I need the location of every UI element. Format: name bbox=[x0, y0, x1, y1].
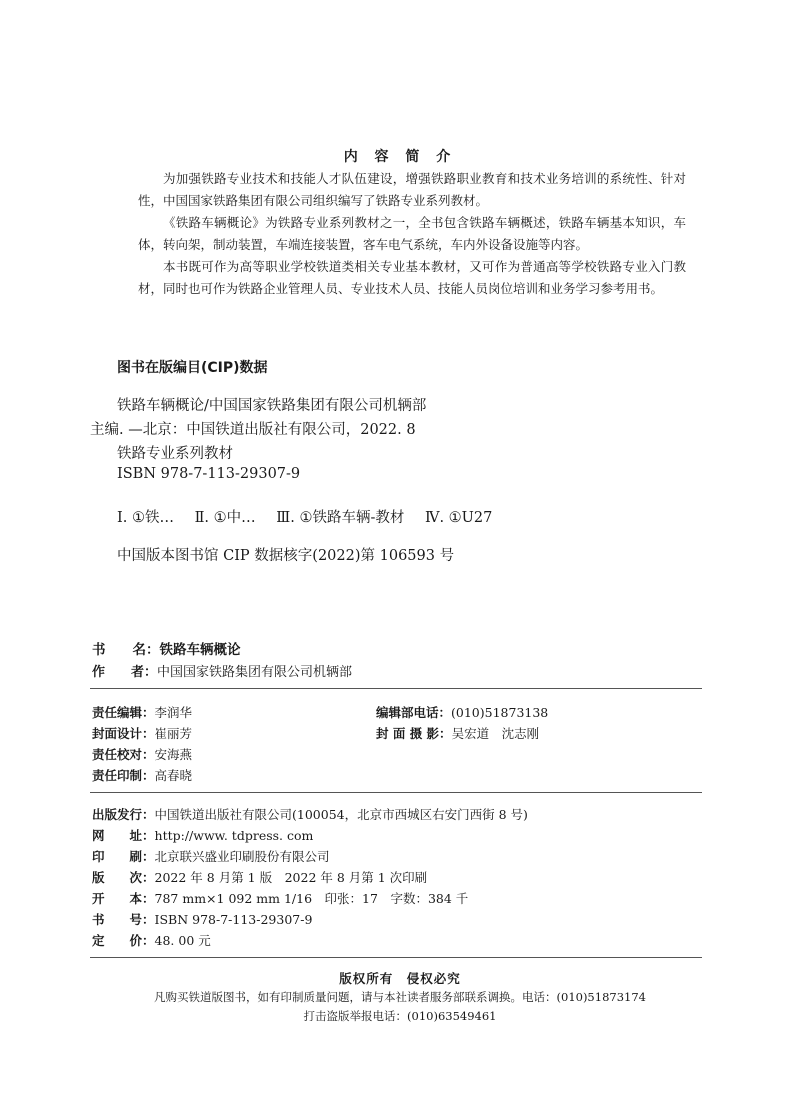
edition-label: 版 次： bbox=[92, 870, 155, 885]
phone-row bbox=[376, 703, 548, 721]
publisher-value: 中国铁道出版社有限公司(100054，北京市西城区右安门西街 8 号) bbox=[154, 807, 528, 822]
website-label: 网 址： bbox=[92, 828, 155, 843]
cip-class-item: Ⅱ. ①中… bbox=[194, 510, 256, 526]
book-title-label: 书 名： bbox=[92, 642, 160, 658]
book-author: 中国国家铁路集团有限公司机辆部 bbox=[157, 665, 353, 680]
format-value: 787 mm×1 092 mm 1/16 印张：17 字数：384 千 bbox=[154, 891, 469, 906]
printer-row bbox=[92, 847, 330, 865]
proof-label: 责任校对： bbox=[92, 747, 155, 762]
summary-title: 内 容 简 介 bbox=[343, 149, 457, 165]
print-label: 责任印制： bbox=[92, 768, 155, 783]
book-title-row bbox=[92, 638, 241, 658]
editor-label: 责任编辑： bbox=[92, 705, 155, 720]
isbn-row bbox=[92, 910, 312, 928]
price-value: 48. 00 元 bbox=[154, 933, 211, 948]
phone-value: (010)51873138 bbox=[451, 705, 549, 720]
format-row bbox=[92, 889, 468, 907]
cip-classification bbox=[117, 506, 508, 527]
cover-photo-row bbox=[376, 724, 539, 742]
divider bbox=[90, 688, 702, 689]
book-title: 铁路车辆概论 bbox=[159, 642, 241, 658]
summary-paragraph: 《铁路车辆概论》为铁路专业系列教材之一，全书包含铁路车辆概述，铁路车辆基本知识，车体，转向架，制动装置，车端连接装置，客车电气系统，车内外设备设施等内容。 bbox=[138, 215, 686, 252]
price-row bbox=[92, 931, 211, 949]
summary-paragraph: 本书既可作为高等职业学校铁道类相关专业基本教材，又可作为普通高等学校铁路专业入门教材，同时也可作为铁路企业管理人员、专业技术人员、技能人员岗位培训和业务学习参考用书。 bbox=[138, 259, 686, 296]
editor-row bbox=[92, 703, 192, 721]
cip-class-item: Ⅲ. ①铁路车辆-教材 bbox=[276, 510, 405, 526]
cip-publisher-line: 主编. —北京：中国铁道出版社有限公司，2022. 8 bbox=[90, 422, 416, 438]
publisher-row bbox=[92, 805, 528, 823]
divider bbox=[90, 957, 702, 958]
print-name: 高春晓 bbox=[154, 768, 193, 783]
divider bbox=[90, 792, 702, 793]
phone-label: 编辑部电话： bbox=[376, 705, 452, 720]
book-author-label: 作 者： bbox=[92, 665, 158, 680]
cover-design-row bbox=[92, 724, 192, 742]
editor-name: 李润华 bbox=[154, 705, 193, 720]
proof-name: 安海燕 bbox=[154, 747, 193, 762]
cip-verify-line: 中国版本图书馆 CIP 数据核字(2022)第 106593 号 bbox=[117, 548, 455, 564]
edition-value: 2022 年 8 月第 1 版 2022 年 8 月第 1 次印刷 bbox=[154, 870, 428, 885]
printer-label: 印 刷： bbox=[92, 849, 155, 864]
cip-title-line: 铁路车辆概论/中国国家铁路集团有限公司机辆部 bbox=[117, 398, 427, 414]
service-notice: 凡购买铁道版图书，如有印制质量问题，请与本社读者服务部联系调换。电话：(010)51873174 bbox=[154, 990, 646, 1004]
format-label: 开 本： bbox=[92, 891, 155, 906]
cip-heading: 图书在版编目(CIP)数据 bbox=[117, 360, 268, 376]
publisher-label: 出版发行： bbox=[92, 807, 155, 822]
printer-value: 北京联兴盛业印刷股份有限公司 bbox=[154, 849, 330, 864]
edition-row bbox=[92, 868, 427, 886]
isbn-value: ISBN 978-7-113-29307-9 bbox=[154, 912, 313, 927]
piracy-report-notice: 打击盗版举报电话：(010)63549461 bbox=[303, 1009, 497, 1023]
cover-photo-label: 封 面 摄 影： bbox=[376, 726, 452, 741]
isbn-label: 书 号： bbox=[92, 912, 155, 927]
cip-isbn-line: ISBN 978-7-113-29307-9 bbox=[117, 466, 301, 482]
print-row bbox=[92, 766, 192, 784]
cover-photo-names: 吴宏道 沈志刚 bbox=[451, 726, 540, 741]
cip-series-line: 铁路专业系列教材 bbox=[117, 446, 233, 462]
proof-row bbox=[92, 745, 192, 763]
website-value: http://www. tdpress. com bbox=[154, 828, 314, 843]
summary-text bbox=[138, 168, 686, 300]
cip-class-item: Ⅳ. ①U27 bbox=[424, 510, 493, 526]
cip-class-item: Ⅰ. ①铁… bbox=[117, 510, 174, 526]
book-author-row bbox=[92, 661, 352, 680]
summary-paragraph: 为加强铁路专业技术和技能人才队伍建设，增强铁路职业教育和技术业务培训的系统性、针对性，中国国家铁路集团有限公司组织编写了铁路专业系列教材。 bbox=[138, 171, 686, 208]
price-label: 定 价： bbox=[92, 933, 155, 948]
copyright-notice: 版权所有 侵权必究 bbox=[339, 971, 461, 986]
cover-design-name: 崔丽芳 bbox=[154, 726, 193, 741]
cover-design-label: 封面设计： bbox=[92, 726, 155, 741]
website-row bbox=[92, 826, 313, 844]
